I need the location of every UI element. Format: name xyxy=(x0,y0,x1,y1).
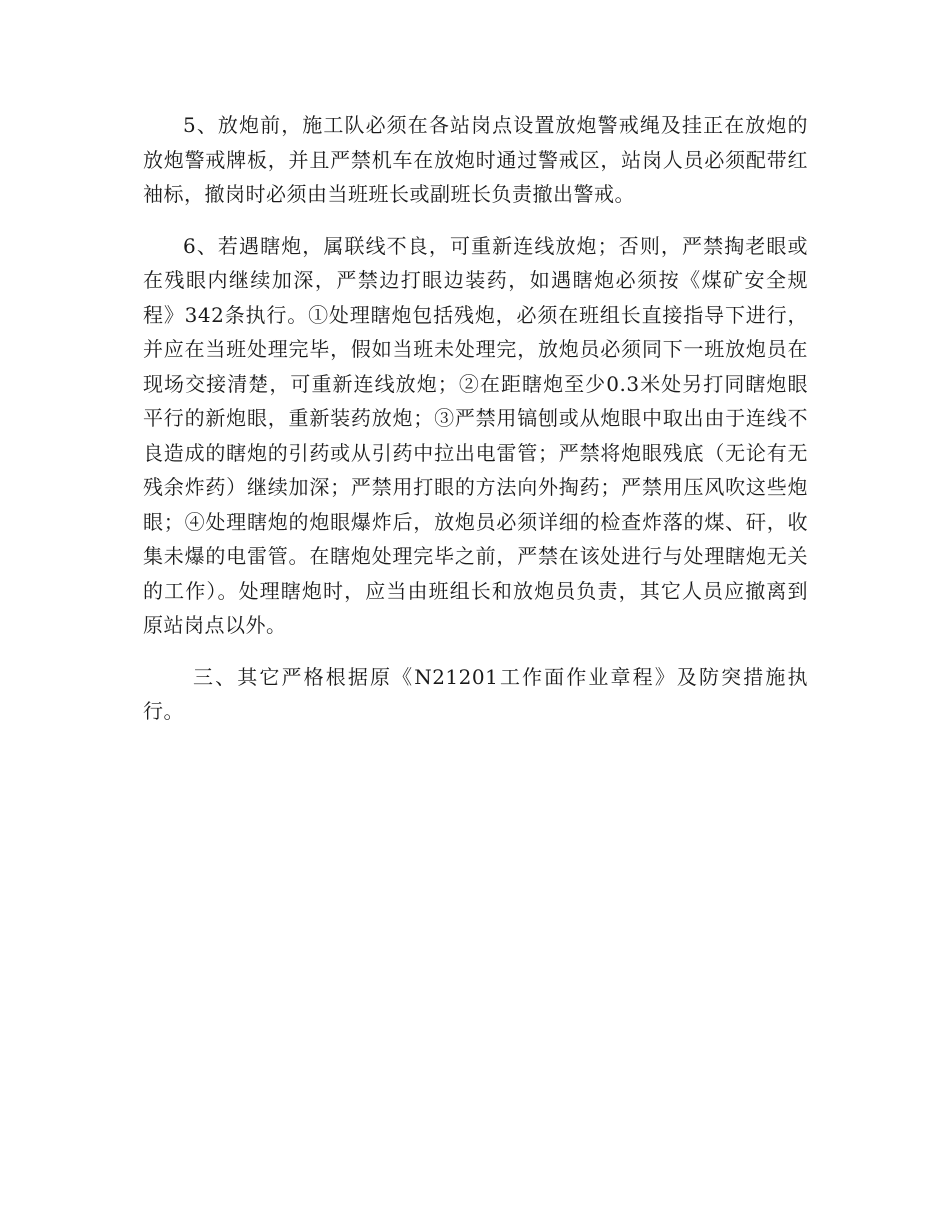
paragraph-item-5: 5、放炮前，施工队必须在各站岗点设置放炮警戒绳及挂正在放炮的放炮警戒牌板，并且严禁机车在放炮时通过警戒区，站岗人员必须配带红袖标，撤岗时必须由当班班长或副班长负责撤出警戒。 xyxy=(143,113,808,206)
document-body xyxy=(143,108,808,729)
paragraph-item-6: 6、若遇瞎炮，属联线不良，可重新连线放炮；否则，严禁掏老眼或在残眼内继续加深，严禁边打眼边装药，如遇瞎炮必须按《煤矿安全规程》342条执行。①处理瞎炮包括残炮，必须在班组长直接指导下进行，并应在当班处理完毕，假如当班未处理完，放炮员必须同下一班放炮员在现场交接清楚，可重新连线放炮；②在距瞎炮至少0.3米处另打同瞎炮眼平行的新炮眼，重新装药放炮；③严禁用镐刨或从炮眼中取出由于连线不良造成的瞎炮的引药或从引药中拉出电雷管；严禁将炮眼残底（无论有无残余炸药）继续加深；严禁用打眼的方法向外掏药；严禁用压风吹这些炮眼；④处理瞎炮的炮眼爆炸后，放炮员必须详细的检查炸落的煤、矸，收集未爆的电雷管。在瞎炮处理完毕之前，严禁在该处进行与处理瞎炮无关的工作）。处理瞎炮时，应当由班组长和放炮员负责，其它人员应撤离到原站岗点以外。 xyxy=(143,233,808,637)
paragraph-section-3: 三、其它严格根据原《N21201工作面作业章程》及防突措施执行。 xyxy=(143,664,808,723)
